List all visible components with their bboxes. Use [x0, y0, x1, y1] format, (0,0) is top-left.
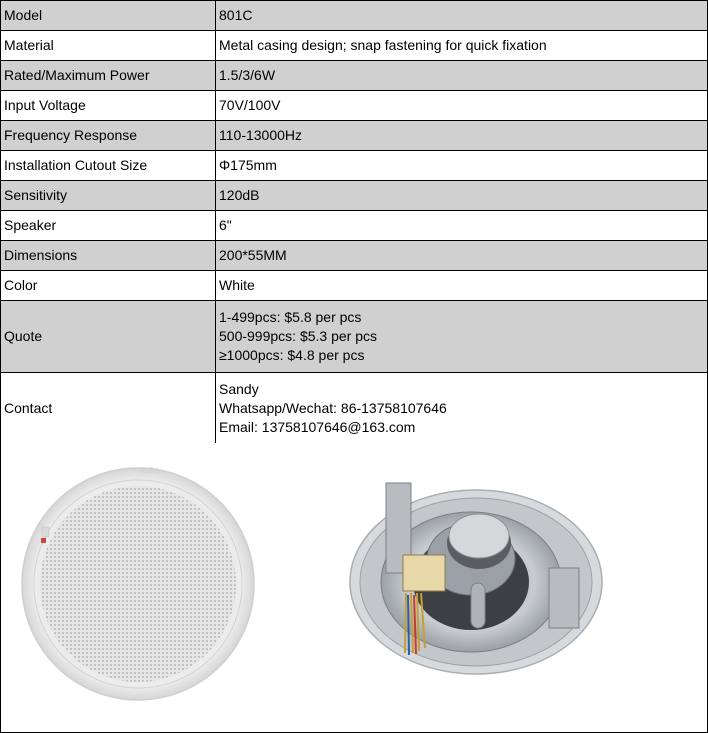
- speaker-back-image: [350, 483, 602, 674]
- contact-whatsapp: Whatsapp/Wechat: 86-13758107646: [219, 399, 447, 416]
- spec-label: Rated/Maximum Power: [1, 61, 216, 91]
- spec-row-voltage: [1, 91, 708, 121]
- product-images: [0, 443, 708, 733]
- spec-row-color: [1, 271, 708, 301]
- spec-label: Color: [1, 271, 216, 301]
- quote-value: [216, 301, 708, 373]
- spec-row-model: [1, 1, 708, 31]
- spec-label: Frequency Response: [1, 121, 216, 151]
- spec-row-speaker: [1, 211, 708, 241]
- spec-value: Φ175mm: [216, 151, 708, 181]
- quote-label: Quote: [1, 301, 216, 373]
- speaker-front-image: [22, 466, 254, 700]
- spec-row-contact: [1, 373, 708, 444]
- spec-row-material: [1, 31, 708, 61]
- brand-mark: Aoflin: [138, 466, 160, 475]
- spec-row-sensitivity: [1, 181, 708, 211]
- spec-row-cutout: [1, 151, 708, 181]
- spec-label: Sensitivity: [1, 181, 216, 211]
- spec-row-power: [1, 61, 708, 91]
- spec-value: 6": [216, 211, 708, 241]
- spec-value: White: [216, 271, 708, 301]
- spec-value: 801C: [216, 1, 708, 31]
- spec-value: 120dB: [216, 181, 708, 211]
- spec-label: Material: [1, 31, 216, 61]
- spec-row-frequency: [1, 121, 708, 151]
- spec-label: Model: [1, 1, 216, 31]
- spec-value: 110-13000Hz: [216, 121, 708, 151]
- contact-email: Email: 13758107646@163.com: [219, 418, 416, 435]
- quote-line: 500-999pcs: $5.3 per pcs: [219, 328, 377, 344]
- contact-value: [216, 373, 708, 444]
- spec-value: 1.5/3/6W: [216, 61, 708, 91]
- spec-row-quote: [1, 301, 708, 373]
- spec-value: 70V/100V: [216, 91, 708, 121]
- spec-label: Speaker: [1, 211, 216, 241]
- quote-line: 1-499pcs: $5.8 per pcs: [219, 309, 362, 325]
- spec-label: Dimensions: [1, 241, 216, 271]
- spec-row-dimensions: [1, 241, 708, 271]
- spec-value: 200*55MM: [216, 241, 708, 271]
- quote-line: ≥1000pcs: $4.8 per pcs: [219, 347, 365, 363]
- spec-label: Installation Cutout Size: [1, 151, 216, 181]
- spec-value: Metal casing design; snap fastening for quick fixation: [216, 31, 708, 61]
- product-images-svg: [1, 443, 707, 732]
- spec-label: Input Voltage: [1, 91, 216, 121]
- contact-label: Contact: [1, 373, 216, 444]
- contact-name: Sandy: [219, 380, 259, 397]
